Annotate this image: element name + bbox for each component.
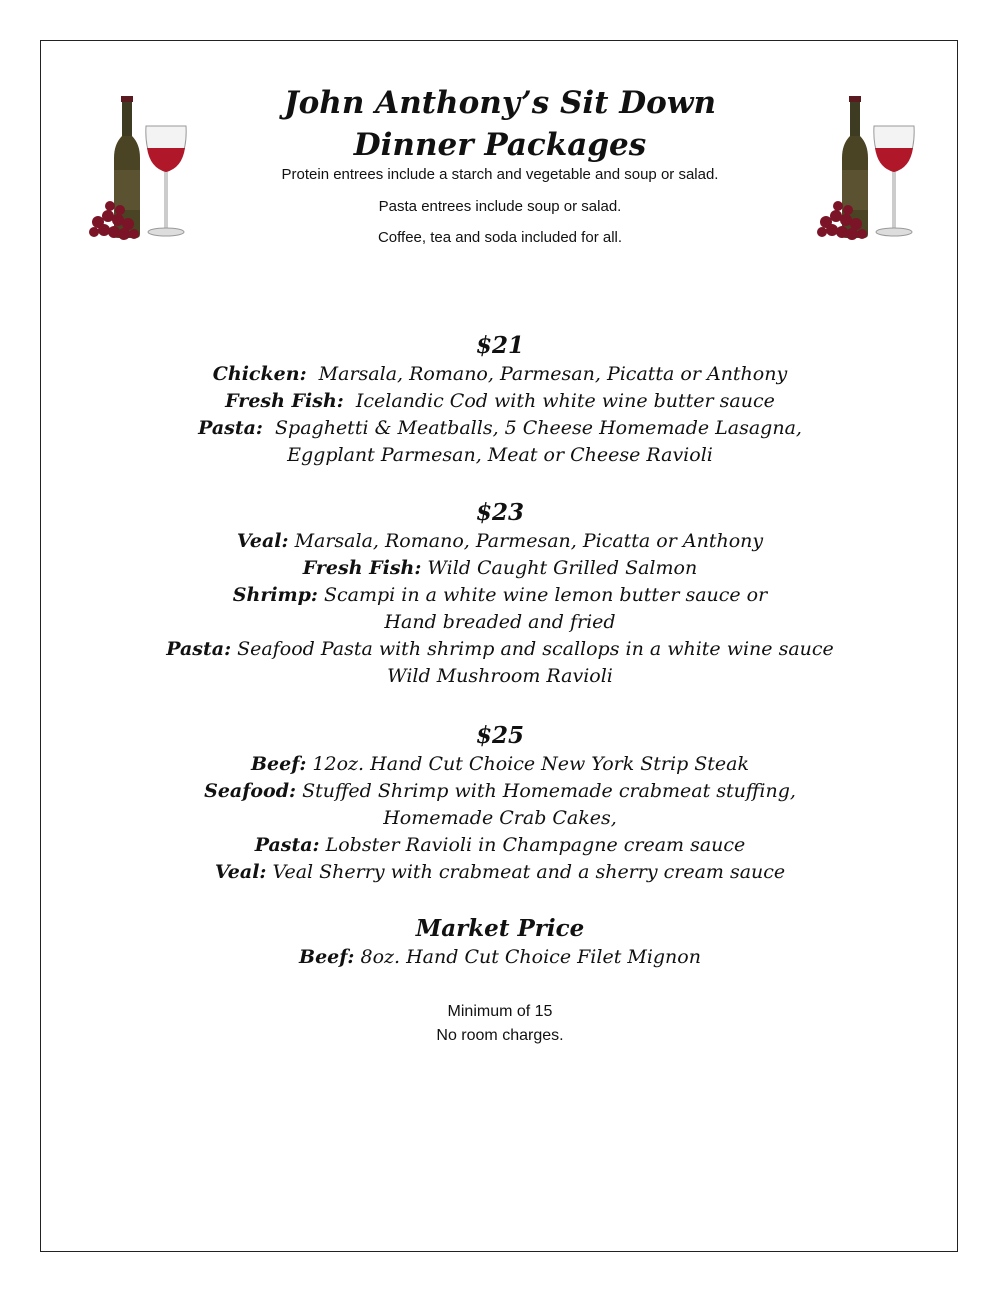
menu-text: 12oz. Hand Cut Choice New York Strip Steak <box>306 753 750 775</box>
footer-room-charges: No room charges. <box>436 1027 564 1044</box>
tier-price: Market Price <box>415 915 585 942</box>
menu-line <box>0 636 1000 663</box>
menu-line <box>0 555 1000 582</box>
menu-label: Beef: <box>250 753 307 775</box>
tier-market-price <box>0 914 1000 971</box>
menu-label: Seafood: <box>204 780 297 802</box>
menu-line <box>0 609 1000 636</box>
tier-price: $21 <box>475 332 524 359</box>
tier-23 <box>0 498 1000 690</box>
menu-text: Seafood Pasta with shrimp and scallops in a white wine sauce <box>231 638 834 660</box>
menu-text: Marsala, Romano, Parmesan, Picatta or Anthony <box>306 363 788 385</box>
menu-line <box>0 751 1000 778</box>
menu-line <box>0 415 1000 442</box>
menu-line <box>0 778 1000 805</box>
menu-line <box>0 832 1000 859</box>
menu-label: Pasta: <box>198 417 263 439</box>
intro-note-pasta: Pasta entrees include soup or salad. <box>378 198 622 215</box>
menu-line <box>0 805 1000 832</box>
menu-text: Hand breaded and fried <box>384 611 616 633</box>
menu-line <box>0 442 1000 469</box>
menu-label: Veal: <box>214 861 267 883</box>
menu-label: Pasta: <box>254 834 320 856</box>
page-title-line1: John Anthony’s Sit Down <box>283 85 717 121</box>
menu-label: Fresh Fish: <box>225 390 344 412</box>
tier-price: $25 <box>475 722 524 749</box>
footer-minimum: Minimum of 15 <box>447 1003 553 1020</box>
menu-text: 8oz. Hand Cut Choice Filet Mignon <box>354 946 701 968</box>
menu-text: Homemade Crab Cakes, <box>383 807 617 829</box>
menu-text: Wild Caught Grilled Salmon <box>421 557 698 579</box>
intro-note-drinks: Coffee, tea and soda included for all. <box>377 229 623 246</box>
menu-text: Scampi in a white wine lemon butter sauce or <box>317 584 768 606</box>
menu-text: Spaghetti & Meatballs, 5 Cheese Homemade Lasagna, <box>262 417 802 439</box>
menu-text: Veal Sherry with crabmeat and a sherry cream sauce <box>266 861 786 883</box>
menu-text: Stuffed Shrimp with Homemade crabmeat stuffing, <box>296 780 796 802</box>
menu-line <box>0 361 1000 388</box>
menu-label: Shrimp: <box>232 584 318 606</box>
menu-line <box>0 582 1000 609</box>
tier-21 <box>0 331 1000 469</box>
menu-line <box>0 388 1000 415</box>
tier-25 <box>0 721 1000 886</box>
page-title-line2: Dinner Packages <box>353 127 647 163</box>
menu-label: Beef: <box>299 946 355 968</box>
menu-line <box>0 528 1000 555</box>
menu-line <box>0 944 1000 971</box>
menu-label: Fresh Fish: <box>302 557 422 579</box>
menu-label: Pasta: <box>166 638 232 660</box>
menu-text: Wild Mushroom Ravioli <box>387 665 613 687</box>
intro-note-protein: Protein entrees include a starch and vegetable and soup or salad. <box>281 166 719 183</box>
menu-label: Chicken: <box>212 363 307 385</box>
menu-line <box>0 859 1000 886</box>
menu-text: Lobster Ravioli in Champagne cream sauce <box>319 834 746 856</box>
menu-text: Marsala, Romano, Parmesan, Picatta or Anthony <box>288 530 764 552</box>
menu-text: Icelandic Cod with white wine butter sauce <box>343 390 775 412</box>
tier-price: $23 <box>475 499 524 526</box>
menu-text: Eggplant Parmesan, Meat or Cheese Ravioli <box>287 444 713 466</box>
menu-line <box>0 663 1000 690</box>
menu-label: Veal: <box>236 530 289 552</box>
